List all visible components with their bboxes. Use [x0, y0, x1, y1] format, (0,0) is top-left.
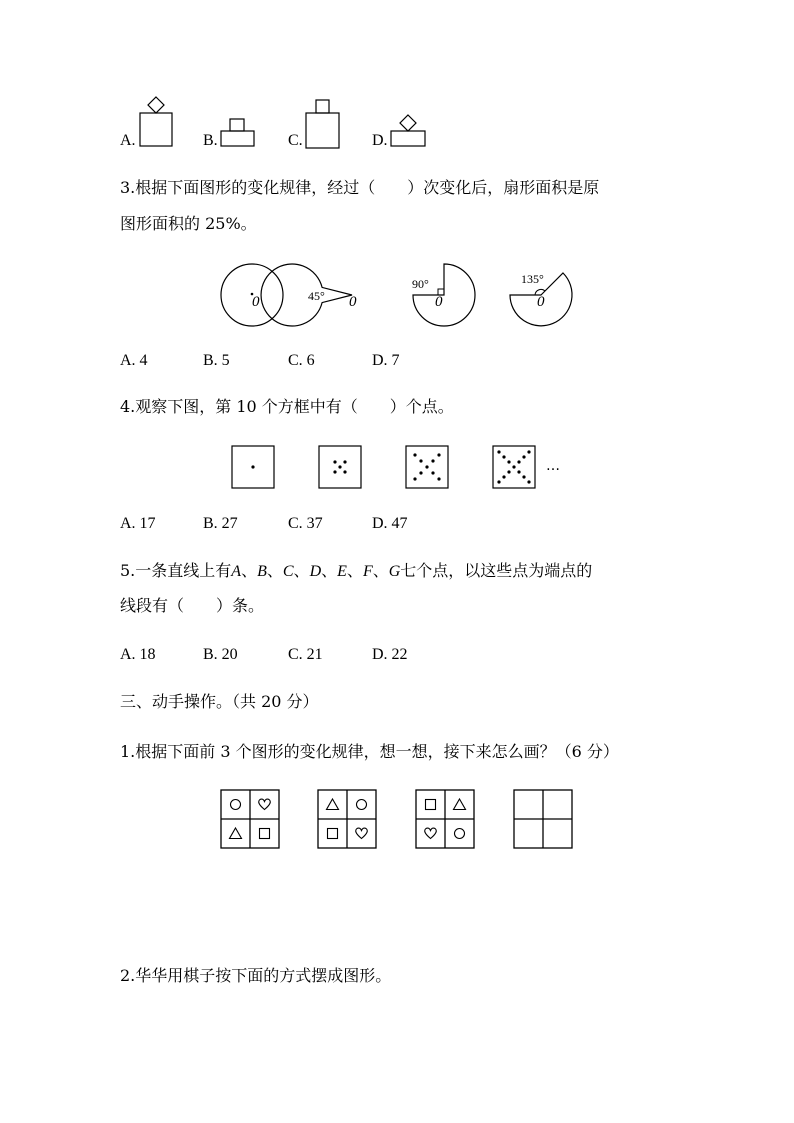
ellipsis: … [546, 458, 560, 474]
square-icon [328, 829, 338, 839]
center-label: 0 [537, 294, 545, 310]
sector-135-figure [510, 272, 572, 326]
center-label: 0 [252, 294, 260, 310]
option-c-label: C. [288, 132, 303, 149]
option-d-label: D. [372, 132, 388, 149]
center-label: 0 [435, 294, 443, 310]
triangle-icon [454, 799, 466, 810]
q3-option-b: B. 5 [203, 352, 230, 369]
q3-option-d: D. 7 [372, 352, 400, 369]
pattern-grid-1 [221, 790, 279, 848]
square-icon [426, 800, 436, 810]
q3-line1: 3.根据下面图形的变化规律，经过（ ）次变化后，扇形面积是原 [120, 178, 600, 197]
pattern-grids [219, 788, 579, 852]
q3-option-c: C. 6 [288, 352, 315, 369]
q4-option-d: D. 47 [372, 515, 408, 532]
option-b-figure [218, 114, 258, 150]
heart-icon [425, 828, 437, 838]
sector-45-figure [261, 264, 357, 326]
q3-line2: 图形面积的 25%。 [120, 214, 257, 233]
full-circle-figure [221, 264, 283, 326]
q3-option-a: A. 4 [120, 352, 148, 369]
q5-option-a: A. 18 [120, 646, 156, 663]
section3-q2: 2.华华用棋子按下面的方式摆成图形。 [120, 966, 392, 985]
circle-icon [357, 800, 367, 810]
angle-label-135: 135° [521, 272, 544, 286]
dot-box-1 [232, 446, 274, 488]
option-c-figure [302, 96, 342, 150]
q5-option-d: D. 22 [372, 646, 408, 663]
section3-q1: 1.根据下面前 3 个图形的变化规律，想一想，接下来怎么画？（6 分） [120, 742, 619, 761]
q4-dot-boxes [230, 444, 570, 490]
triangle-icon [327, 799, 339, 810]
angle-label-90: 90° [412, 277, 429, 291]
square-icon [260, 829, 270, 839]
sector-90-figure [412, 264, 475, 326]
q4-option-b: B. 27 [203, 515, 238, 532]
q4-option-a: A. 17 [120, 515, 156, 532]
q3-sector-figures [215, 258, 595, 332]
q4-text: 4.观察下图，第 10 个方框中有（ ）个点。 [120, 397, 454, 416]
section-heading: 三、动手操作。（共 20 分） [120, 692, 319, 711]
answer-grid[interactable] [514, 790, 572, 848]
option-b-label: B. [203, 132, 218, 149]
heart-icon [356, 828, 368, 838]
q5-line1: 5.一条直线上有A、B、C、D、E、F、G七个点，以这些点为端点的 [120, 561, 593, 580]
option-a-figure [136, 94, 176, 150]
pattern-grid-2 [318, 790, 376, 848]
heart-icon [259, 799, 271, 809]
circle-icon [231, 800, 241, 810]
dot-box-2 [319, 446, 361, 488]
q5-option-c: C. 21 [288, 646, 323, 663]
dot-box-3 [406, 446, 448, 488]
q5-option-b: B. 20 [203, 646, 238, 663]
circle-icon [455, 829, 465, 839]
option-d-figure [387, 112, 429, 150]
dot-box-4 [493, 446, 535, 488]
angle-label-45: 45° [308, 289, 325, 303]
q4-option-c: C. 37 [288, 515, 323, 532]
triangle-icon [230, 828, 242, 839]
pattern-grid-3 [416, 790, 474, 848]
q5-line2: 线段有（ ）条。 [120, 596, 265, 615]
option-a-label: A. [120, 132, 136, 149]
center-label: 0 [349, 294, 357, 310]
